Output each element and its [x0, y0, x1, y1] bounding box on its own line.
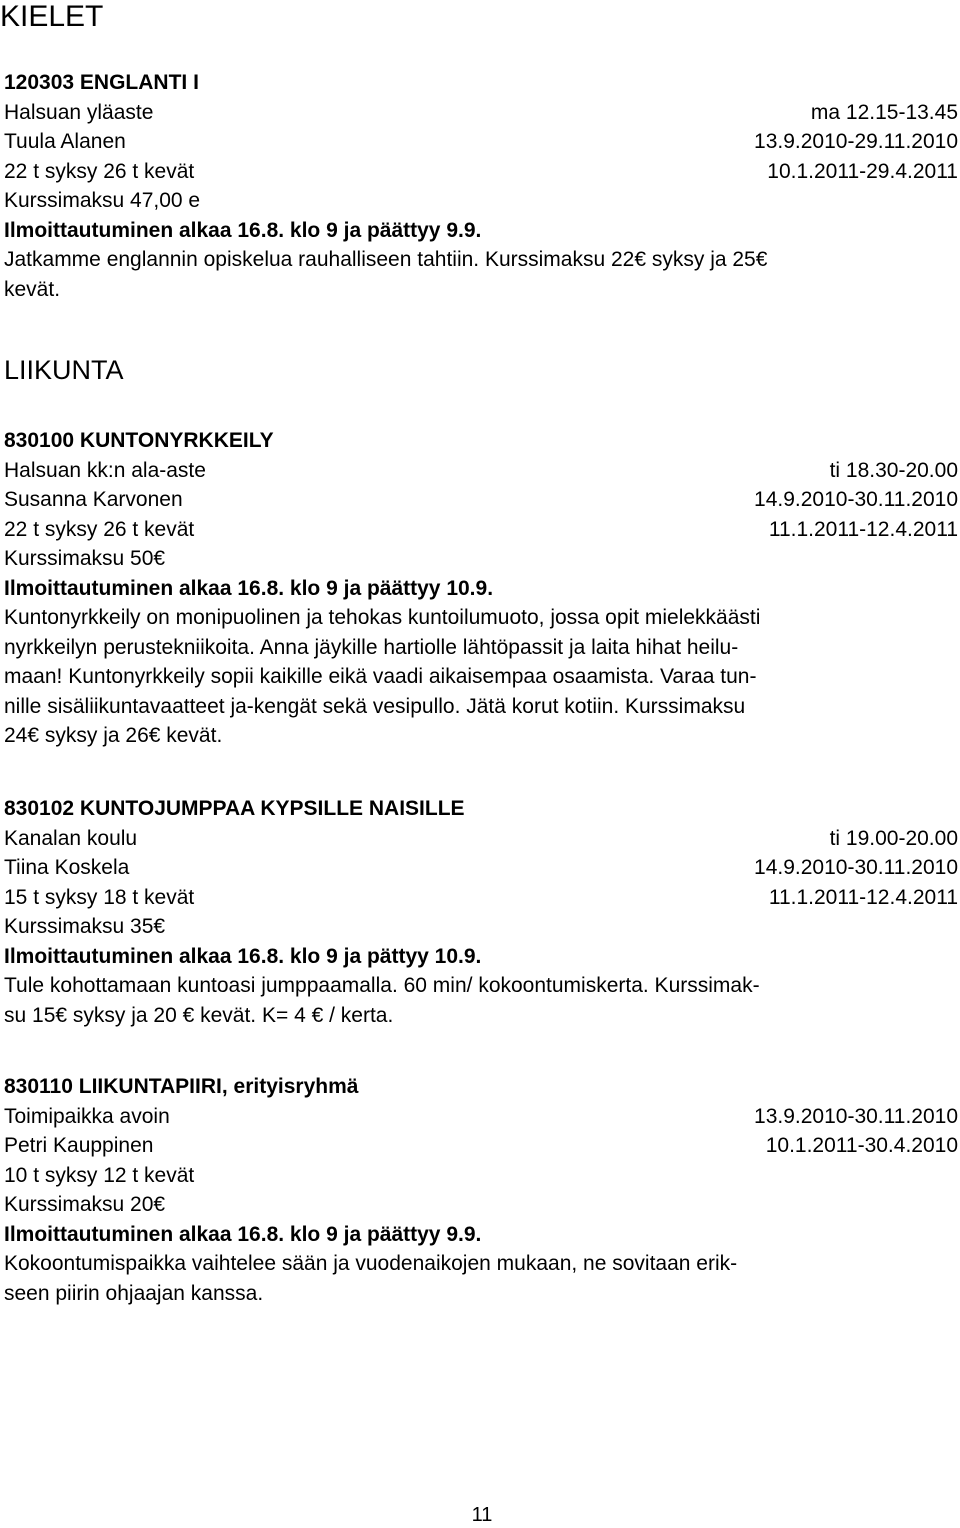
course-title-row — [4, 794, 958, 824]
description-line: seen piirin ohjaajan kanssa. — [4, 1281, 264, 1305]
section-heading-kielet: KIELET — [0, 0, 104, 33]
description-line: 24€ syksy ja 26€ kevät. — [4, 724, 223, 747]
course-time: ti 19.00-20.00 — [829, 826, 958, 850]
course-dates-autumn: 13.9.2010-29.11.2010 — [754, 130, 958, 153]
course-hours: 22 t syksy 26 t kevät — [4, 517, 195, 541]
course-dates-spring: 10.1.2011-30.4.2010 — [765, 1134, 958, 1157]
course-fee-row — [4, 1190, 958, 1220]
course-registration: Ilmoittautuminen alkaa 16.8. klo 9 ja päättyy 9.9. — [4, 1222, 482, 1246]
description-line: nille sisäliikuntavaatteet ja-kengät sekä vesipullo. Jätä korut kotiin. Kurssimaksu — [4, 694, 746, 718]
course-title: 120303 ENGLANTI I — [4, 71, 199, 94]
course-time: ma 12.15-13.45 — [810, 100, 958, 124]
course-hours: 15 t syksy 18 t kevät — [4, 885, 195, 909]
course-title-group: erityisryhmä — [233, 1075, 359, 1098]
course-title — [4, 1072, 358, 1102]
course-location-row — [4, 98, 958, 128]
course-teacher-row — [4, 853, 958, 883]
course-description — [4, 1249, 958, 1308]
course-location-row — [4, 824, 958, 854]
course-hours-row — [4, 157, 958, 187]
course-teacher: Tiina Koskela — [4, 856, 130, 879]
course-fee-row — [4, 912, 958, 942]
course-registration: Ilmoittautuminen alkaa 16.8. klo 9 ja pättyy 10.9. — [4, 944, 482, 968]
course-teacher-row — [4, 485, 958, 515]
course-title: 830102 KUNTOJUMPPAA KYPSILLE NAISILLE — [4, 797, 465, 820]
description-line: kevät. — [4, 277, 61, 301]
course-englanti — [4, 68, 958, 304]
course-registration-row — [4, 216, 958, 246]
course-teacher-row — [4, 127, 958, 157]
course-fee: Kurssimaksu 35€ — [4, 915, 166, 938]
course-registration: Ilmoittautuminen alkaa 16.8. klo 9 ja päättyy 9.9. — [4, 218, 482, 242]
course-fee: Kurssimaksu 20€ — [4, 1193, 166, 1216]
course-kuntonyrkkeily — [4, 426, 958, 751]
course-hours: 22 t syksy 26 t kevät — [4, 159, 195, 183]
description-line: Tule kohottamaan kuntoasi jumppaamalla. 60 min/ kokoontumiskerta. Kurssimak- — [4, 974, 760, 997]
course-hours: 10 t syksy 12 t kevät — [4, 1163, 195, 1187]
section-heading-liikunta: LIIKUNTA — [4, 355, 124, 385]
description-line: Kuntonyrkkeily on monipuolinen ja tehokas kuntoilumuoto, jossa opit mielekkäästi — [4, 606, 761, 629]
course-title-row — [4, 68, 958, 98]
course-dates-autumn: 14.9.2010-30.11.2010 — [754, 488, 958, 511]
course-registration-row — [4, 942, 958, 972]
course-title-row — [4, 1072, 958, 1102]
description-line: su 15€ syksy ja 20 € kevät. K= 4 € / kerta. — [4, 1003, 394, 1027]
course-teacher-row — [4, 1131, 958, 1161]
course-dates-autumn: 14.9.2010-30.11.2010 — [754, 856, 958, 879]
course-location-row — [4, 1102, 958, 1132]
course-description — [4, 971, 958, 1030]
course-teacher: Susanna Karvonen — [4, 488, 183, 511]
course-description — [4, 245, 958, 304]
course-time: ti 18.30-20.00 — [829, 458, 958, 482]
course-teacher: Tuula Alanen — [4, 130, 126, 153]
course-location: Halsuan yläaste — [4, 100, 154, 124]
course-description — [4, 603, 958, 751]
description-line: Jatkamme englannin opiskelua rauhalliseen tahtiin. Kurssimaksu 22€ syksy ja 25€ — [4, 248, 768, 271]
course-fee: Kurssimaksu 50€ — [4, 547, 166, 570]
course-title: 830100 KUNTONYRKKEILY — [4, 429, 274, 452]
course-location: Toimipaikka avoin — [4, 1104, 170, 1128]
course-fee-row — [4, 544, 958, 574]
course-fee: Kurssimaksu 47,00 e — [4, 189, 201, 212]
course-liikuntapiiri — [4, 1072, 958, 1308]
description-line: maan! Kuntonyrkkeily sopii kaikille eikä vaadi aikaisempaa osaamista. Varaa tun- — [4, 665, 757, 688]
course-title-code: 830110 LIIKUNTAPIIRI, — [4, 1075, 234, 1098]
course-location: Kanalan koulu — [4, 826, 138, 850]
course-dates-spring: 11.1.2011-12.4.2011 — [768, 517, 958, 541]
course-hours-row — [4, 883, 958, 913]
page-number: 11 — [471, 1504, 493, 1526]
description-line: nyrkkeilyn perustekniikoita. Anna jäykille hartiolle lähtöpassit ja laita hihat heilu- — [4, 635, 739, 659]
course-location: Halsuan kk:n ala-aste — [4, 458, 206, 482]
course-kuntojumppaa — [4, 794, 958, 1030]
course-title-row — [4, 426, 958, 456]
course-registration-row — [4, 1220, 958, 1250]
course-registration-row — [4, 574, 958, 604]
course-registration: Ilmoittautuminen alkaa 16.8. klo 9 ja päättyy 10.9. — [4, 576, 494, 600]
description-line: Kokoontumispaikka vaihtelee sään ja vuodenaikojen mukaan, ne sovitaan erik- — [4, 1252, 738, 1275]
course-fee-row — [4, 186, 958, 216]
course-location-row — [4, 456, 958, 486]
course-hours-row — [4, 515, 958, 545]
course-teacher: Petri Kauppinen — [4, 1134, 154, 1157]
course-hours-row — [4, 1161, 958, 1191]
page-footer — [0, 1503, 960, 1527]
course-dates-spring: 10.1.2011-29.4.2011 — [767, 159, 958, 183]
course-dates-spring: 11.1.2011-12.4.2011 — [768, 885, 958, 909]
course-dates-autumn: 13.9.2010-30.11.2010 — [754, 1104, 958, 1128]
